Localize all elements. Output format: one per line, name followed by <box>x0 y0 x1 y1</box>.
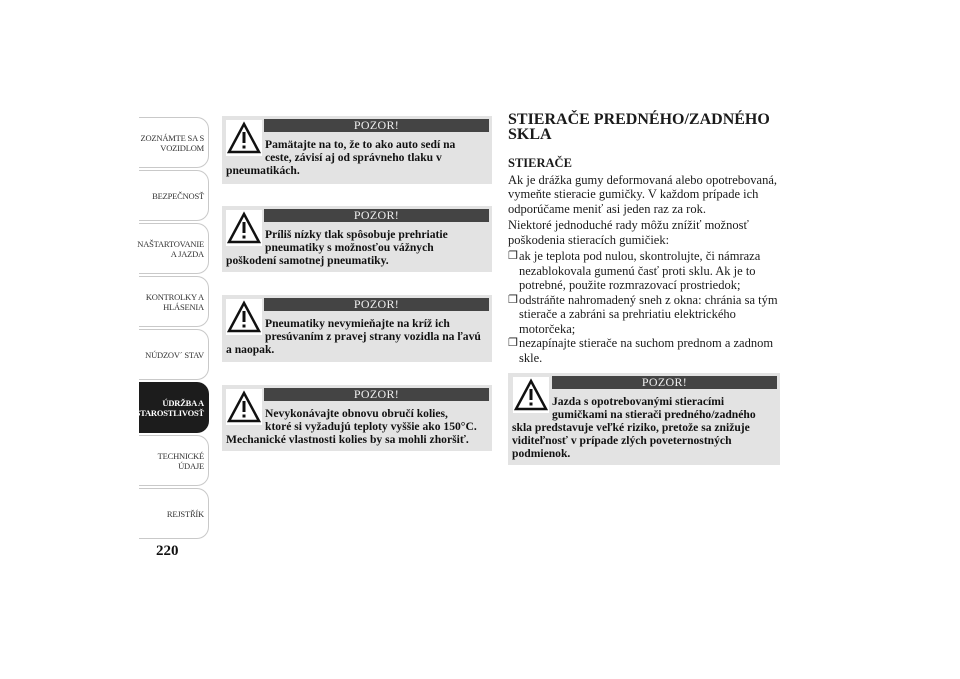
warning-icon <box>226 389 262 425</box>
warning-box <box>222 206 492 272</box>
warning-line: Pamätajte na to, že to ako auto sedí na <box>265 138 456 151</box>
checkbox-icon: ❐ <box>508 250 518 262</box>
section-title-line: SKLA <box>508 126 552 143</box>
warning-icon <box>226 299 262 335</box>
warning-line: podmienok. <box>512 447 571 460</box>
list-item: ❐ nezapínajte stierače na suchom prednom a zadnom skle. <box>508 336 774 365</box>
warning-box <box>222 385 492 451</box>
list-item: ❐ odstráňte nahromadený sneh z okna: chránia sa tým stierače a zabráni sa prehriatiu elektrického motorčeka; <box>508 292 778 336</box>
warning-line: a naopak. <box>226 343 275 356</box>
paragraph: Ak je drážka gumy deformovaná alebo opotrebovaná, vymeňte stieracie gumičky. V každom prípade ich odporúčame meniť asi jeden raz za rok. <box>508 172 777 216</box>
warning-line: ktoré si vyžadujú teploty vyššie ako 150°C. <box>265 420 477 433</box>
warning-box <box>508 373 780 465</box>
list-item: ❐ ak je teplota pod nulou, skontrolujte, či námraza nezablokovala gumenú časť proti sklu. Ak je to potrebné, použite rozmrazovací prostriedok; <box>508 249 761 292</box>
tab-starting-driving[interactable]: NAŠTARTOVANIE A JAZDA <box>139 223 209 274</box>
tab-vehicle-intro[interactable]: ZOZNÁMTE SA S VOZIDLOM <box>139 117 209 168</box>
warning-icon <box>226 120 262 156</box>
checkbox-icon: ❐ <box>508 293 518 306</box>
warning-line: Nevykonávajte obnovu obručí kolies, <box>265 407 448 420</box>
warning-heading: POZOR! <box>264 388 489 401</box>
tab-index[interactable]: REJSTŘÍK <box>139 488 209 539</box>
warning-line: Príliš nízky tlak spôsobuje prehriatie <box>265 228 448 241</box>
warning-heading: POZOR! <box>264 298 489 311</box>
tab-warning-lights[interactable]: KONTROLKY A HLÁSENIA <box>139 276 209 327</box>
warning-box <box>222 116 492 184</box>
tab-technical-data[interactable]: TECHNICKÉ ÚDAJE <box>139 435 209 486</box>
warning-icon <box>513 377 549 413</box>
warning-icon <box>226 210 262 246</box>
warning-line: gumičkami na stierači predného/zadného <box>552 408 756 421</box>
warning-line: presúvaním z pravej strany vozidla na ľavú <box>265 330 481 343</box>
warning-box <box>222 295 492 362</box>
tab-maintenance[interactable]: ÚDRŽBA A STAROSTLIVOSŤ <box>139 382 209 433</box>
checkbox-icon: ❐ <box>508 337 518 349</box>
section-title <box>508 112 780 142</box>
warning-line: Pneumatiky nevymieňajte na kríž ich <box>265 317 450 330</box>
warning-line: poškodení samotnej pneumatiky. <box>226 254 389 267</box>
warning-line: Mechanické vlastnosti kolies by sa mohli zhoršiť. <box>226 433 469 446</box>
warning-line: pneumatikách. <box>226 164 300 177</box>
section-title-line: STIERAČE PREDNÉHO/ZADNÉHO <box>508 111 770 128</box>
warning-line: ceste, závisí aj od správneho tlaku v <box>265 151 442 164</box>
warning-heading: POZOR! <box>264 119 489 132</box>
warning-heading: POZOR! <box>264 209 489 222</box>
warning-line: pneumatiky s možnosťou vážnych <box>265 241 434 254</box>
page-number: 220 <box>156 543 179 559</box>
section-subtitle: STIERAČE <box>508 156 572 170</box>
tab-emergency[interactable]: NÚDZOV´ STAV <box>139 329 209 380</box>
tab-safety[interactable]: BEZPEČNOSŤ <box>139 170 209 221</box>
warning-line: skla predstavuje veľké riziko, pretože sa znižuje <box>512 421 750 434</box>
paragraph: Niektoré jednoduché rady môžu znížiť možnosť poškodenia stieracích gumičiek: <box>508 218 749 247</box>
warning-line: viditeľnosť v prípade zlých poveternostných <box>512 434 732 447</box>
wipers-section <box>508 112 780 365</box>
warning-heading: POZOR! <box>552 376 777 389</box>
warning-line: Jazda s opotrebovanými stieracími <box>552 395 725 408</box>
